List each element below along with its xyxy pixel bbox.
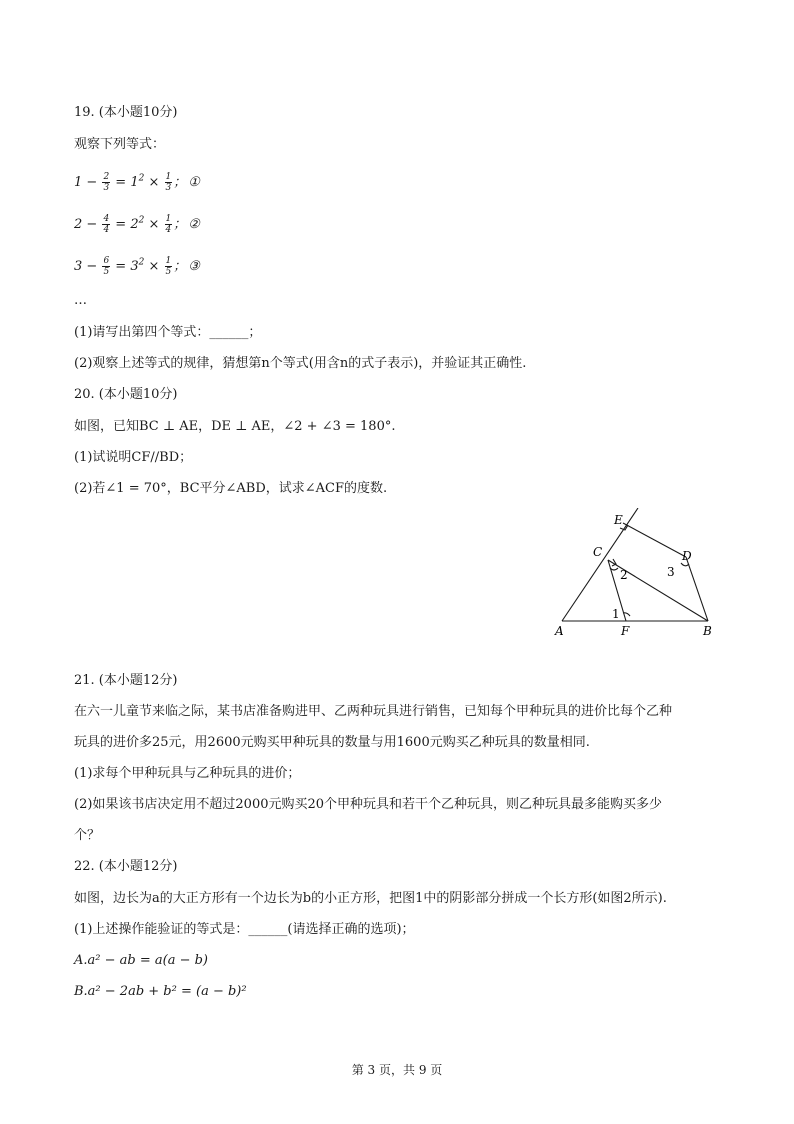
eq2-right-fraction: $\frac{1}{4}$ [165, 214, 172, 235]
q21-header: 21. (本小题12分) [74, 673, 178, 688]
label-angle-1: 1 [612, 607, 620, 621]
label-f: F [621, 624, 630, 638]
geometry-figure [548, 508, 728, 640]
eq3-fraction: $\frac{6}{5}$ [103, 256, 110, 277]
eq3-lead: 3 − [74, 259, 102, 274]
label-angle-3: 3 [667, 565, 675, 579]
label-angle-2: 2 [620, 568, 628, 582]
eq1-marker: ① [188, 175, 200, 190]
q19-part1: (1)请写出第四个等式：______； [74, 325, 262, 340]
label-c: C [593, 545, 603, 559]
label-b: B [703, 624, 712, 638]
q19-equation-2: 2 − $\frac{4}{4}$ = $2^2$ × $\frac{1}{4}$ ； ② [74, 214, 200, 235]
q19-ellipsis: … [74, 293, 87, 308]
line-ed [623, 523, 686, 557]
q20-part2: (2)若∠1 = 70°，BC平分∠ABD，试求∠ACF的度数. [74, 481, 388, 496]
eq2-lead: 2 − [74, 217, 102, 232]
q19-part2: (2)观察上述等式的规律，猜想第n个等式(用含n的式子表示)，并验证其正确性. [74, 356, 527, 371]
eq3-marker: ③ [188, 259, 200, 274]
q22-option-b: B.a² − 2ab + b² = (a − b)² [74, 984, 247, 999]
q19-header: 19. (本小题10分) [74, 105, 178, 120]
q21-text-line1: 在六一儿童节来临之际，某书店准备购进甲、乙两种玩具进行销售，已知每个甲种玩具的进价比每个乙种 [74, 704, 673, 719]
eq1-lead: 1 − [74, 175, 102, 190]
eq3-right-fraction: $\frac{1}{5}$ [165, 256, 172, 277]
q21-part1: (1)求每个甲种玩具与乙种玩具的进价； [74, 766, 301, 781]
label-a: A [555, 624, 564, 638]
q20-header: 20. (本小题10分) [74, 387, 178, 402]
q22-header: 22. (本小题12分) [74, 859, 178, 874]
eq1-fraction: $\frac{2}{3}$ [103, 172, 110, 193]
eq2-fraction: $\frac{4}{4}$ [103, 214, 110, 235]
label-d: D [682, 549, 692, 563]
q19-intro: 观察下列等式： [74, 137, 166, 152]
q21-part2-line1: (2)如果该书店决定用不超过2000元购买20个甲种玩具和若干个乙种玩具，则乙种玩具最多能购买多少 [74, 797, 663, 812]
eq2-marker: ② [188, 217, 200, 232]
page-footer: 第 3 页，共 9 页 [351, 1063, 443, 1077]
q22-option-a: A.a² − ab = a(a − b) [74, 953, 208, 968]
q19-equation-3: 3 − $\frac{6}{5}$ = $3^2$ × $\frac{1}{5}$ ； ③ [74, 256, 200, 277]
q22-part1: (1)上述操作能验证的等式是：______(请选择正确的选项)； [74, 922, 415, 937]
q21-text-line2: 玩具的进价多25元，用2600元购买甲种玩具的数量与用1600元购买乙种玩具的数量相同. [74, 735, 590, 750]
q20-part1: (1)试说明CF//BD； [74, 450, 193, 465]
q22-text: 如图，边长为a的大正方形有一个边长为b的小正方形，把图1中的阴影部分拼成一个长方形(如图2所示). [74, 891, 667, 906]
q19-equation-1: 1 − $\frac{2}{3}$ = $1^2$ × $\frac{1}{3}$ ； ① [74, 172, 200, 193]
label-e: E [614, 513, 623, 527]
eq1-right-fraction: $\frac{1}{3}$ [165, 172, 172, 193]
q20-given: 如图，已知BC ⊥ AE，DE ⊥ AE，∠2 + ∠3 = 180°. [74, 419, 396, 434]
line-db [686, 557, 708, 621]
q21-part2-line2: 个？ [74, 828, 101, 843]
